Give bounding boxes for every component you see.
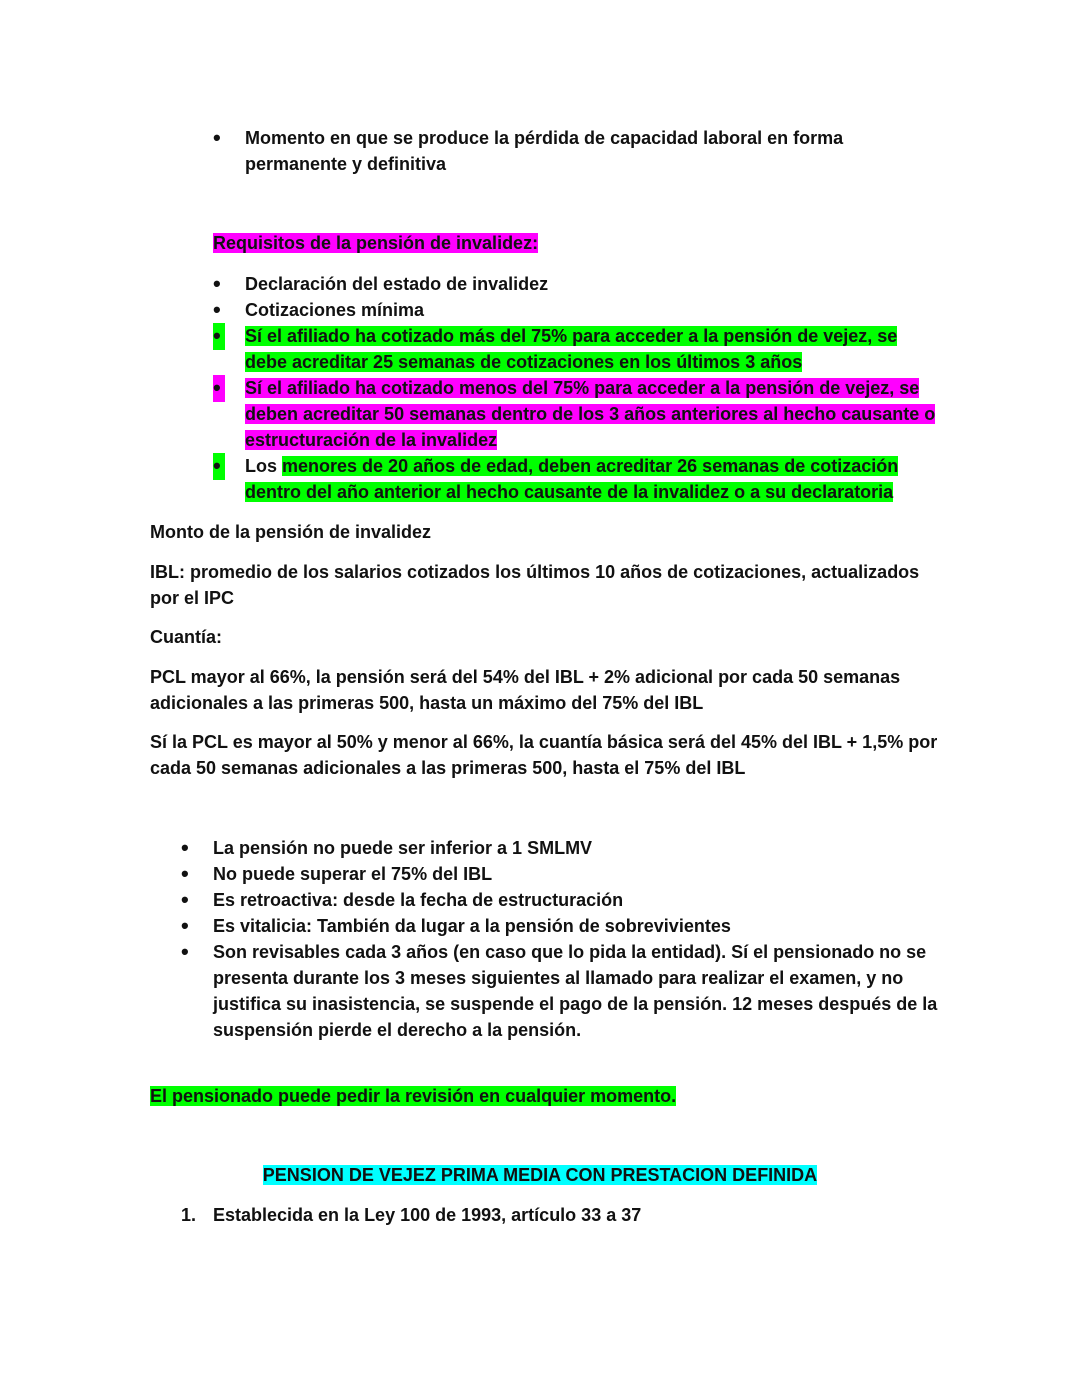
list-item-highlight: afiliado ha cotizado más del 75% para acceder a la pensión de vejez, se debe acreditar 25 semanas de cotizaciones en los últimos 3 años [245, 326, 898, 372]
list-item [181, 861, 941, 887]
list-item-number: 1. [181, 1205, 197, 1225]
list-item-text: La pensión no puede ser inferior a 1 SMLMV [213, 838, 593, 858]
list-item [181, 939, 941, 1043]
list-item-text: Es vitalicia: También da lugar a la pensión de sobrevivientes [213, 916, 731, 936]
list-item [181, 835, 941, 861]
top-bullet-list [213, 125, 943, 177]
list-item [213, 271, 943, 297]
list-item [181, 1202, 941, 1228]
list-item-text: Es retroactiva: desde la fecha de estructuración [213, 890, 624, 910]
bullet-icon [181, 913, 193, 940]
bullet-icon [213, 375, 225, 402]
list-item-prefix: Los [245, 456, 283, 476]
monto-heading: Monto de la pensión de invalidez [150, 522, 432, 542]
requisitos-heading [213, 230, 538, 256]
list-item-text: Momento en que se produce la pérdida de capacidad laboral en forma permanente y definitiva [245, 128, 844, 174]
list-item-text: Establecida en la Ley 100 de 1993, artículo 33 a 37 [213, 1205, 642, 1225]
list-item-highlight: menores de 20 años de edad, deben acreditar 26 semanas de cotización dentro del año anterior al hecho causante de la invalidez o a su declaratoria [245, 456, 899, 502]
list-item [181, 913, 941, 939]
list-item [181, 887, 941, 913]
requisitos-heading-text: Requisitos de la pensión de invalidez: [213, 233, 539, 253]
list-item-prefix: Sí el [245, 326, 288, 346]
list-item-highlight: ha cotizado menos del 75% para acceder a la pensión de vejez, se deben acreditar 50 semanas dentro de los 3 años anteriores al hecho causante o estructuración de la invalidez [245, 378, 936, 450]
requisitos-list [213, 271, 943, 505]
bullet-icon [213, 125, 225, 152]
list-item-text: No puede superar el 75% del IBL [213, 864, 493, 884]
list-item-text: Son revisables cada 3 años (en caso que lo pida la entidad). Sí el pensionado no se presenta durante los 3 meses siguientes al llamado para realizar el examen, y no justifica su inasistencia, se suspende el pago de la pensión. 12 meses después de la suspensión pierde el derecho a la pensión. [213, 942, 938, 1040]
list-item [213, 323, 943, 375]
bullet-icon [181, 835, 193, 862]
ibl-paragraph: IBL: promedio de los salarios cotizados los últimos 10 años de cotizaciones, actualizados por el IPC [150, 562, 920, 608]
list-item-text: Declaración del estado de invalidez [245, 274, 549, 294]
list-item-text: Cotizaciones mínima [245, 300, 425, 320]
vejez-title [0, 1162, 1080, 1188]
bullet-icon [181, 861, 193, 888]
bullet-icon [213, 297, 225, 324]
bullet-icon [181, 939, 193, 966]
list-item [213, 453, 943, 505]
list-item-prefix: Sí el afiliado [245, 378, 356, 398]
revision-note [150, 1083, 676, 1109]
bullet-icon [213, 453, 225, 480]
list-item [213, 297, 943, 323]
vejez-list [181, 1202, 941, 1228]
cuantia-label: Cuantía: [150, 627, 222, 647]
pcl-66-paragraph: PCL mayor al 66%, la pensión será del 54% del IBL + 2% adicional por cada 50 semanas adicionales a las primeras 500, hasta un máximo del 75% del IBL [150, 667, 901, 713]
list-item [213, 375, 943, 453]
caracteristicas-list [181, 835, 941, 1043]
vejez-title-text: PENSION DE VEJEZ PRIMA MEDIA CON PRESTACION DEFINIDA [262, 1165, 818, 1185]
bullet-icon [213, 323, 225, 350]
pcl-50-paragraph: Sí la PCL es mayor al 50% y menor al 66%, la cuantía básica será del 45% del IBL + 1,5% por cada 50 semanas adicionales a las primeras 500, hasta el 75% del IBL [150, 732, 938, 778]
bullet-icon [213, 271, 225, 298]
bullet-icon [181, 887, 193, 914]
revision-note-text: El pensionado puede pedir la revisión en cualquier momento. [150, 1086, 677, 1106]
list-item [213, 125, 943, 177]
